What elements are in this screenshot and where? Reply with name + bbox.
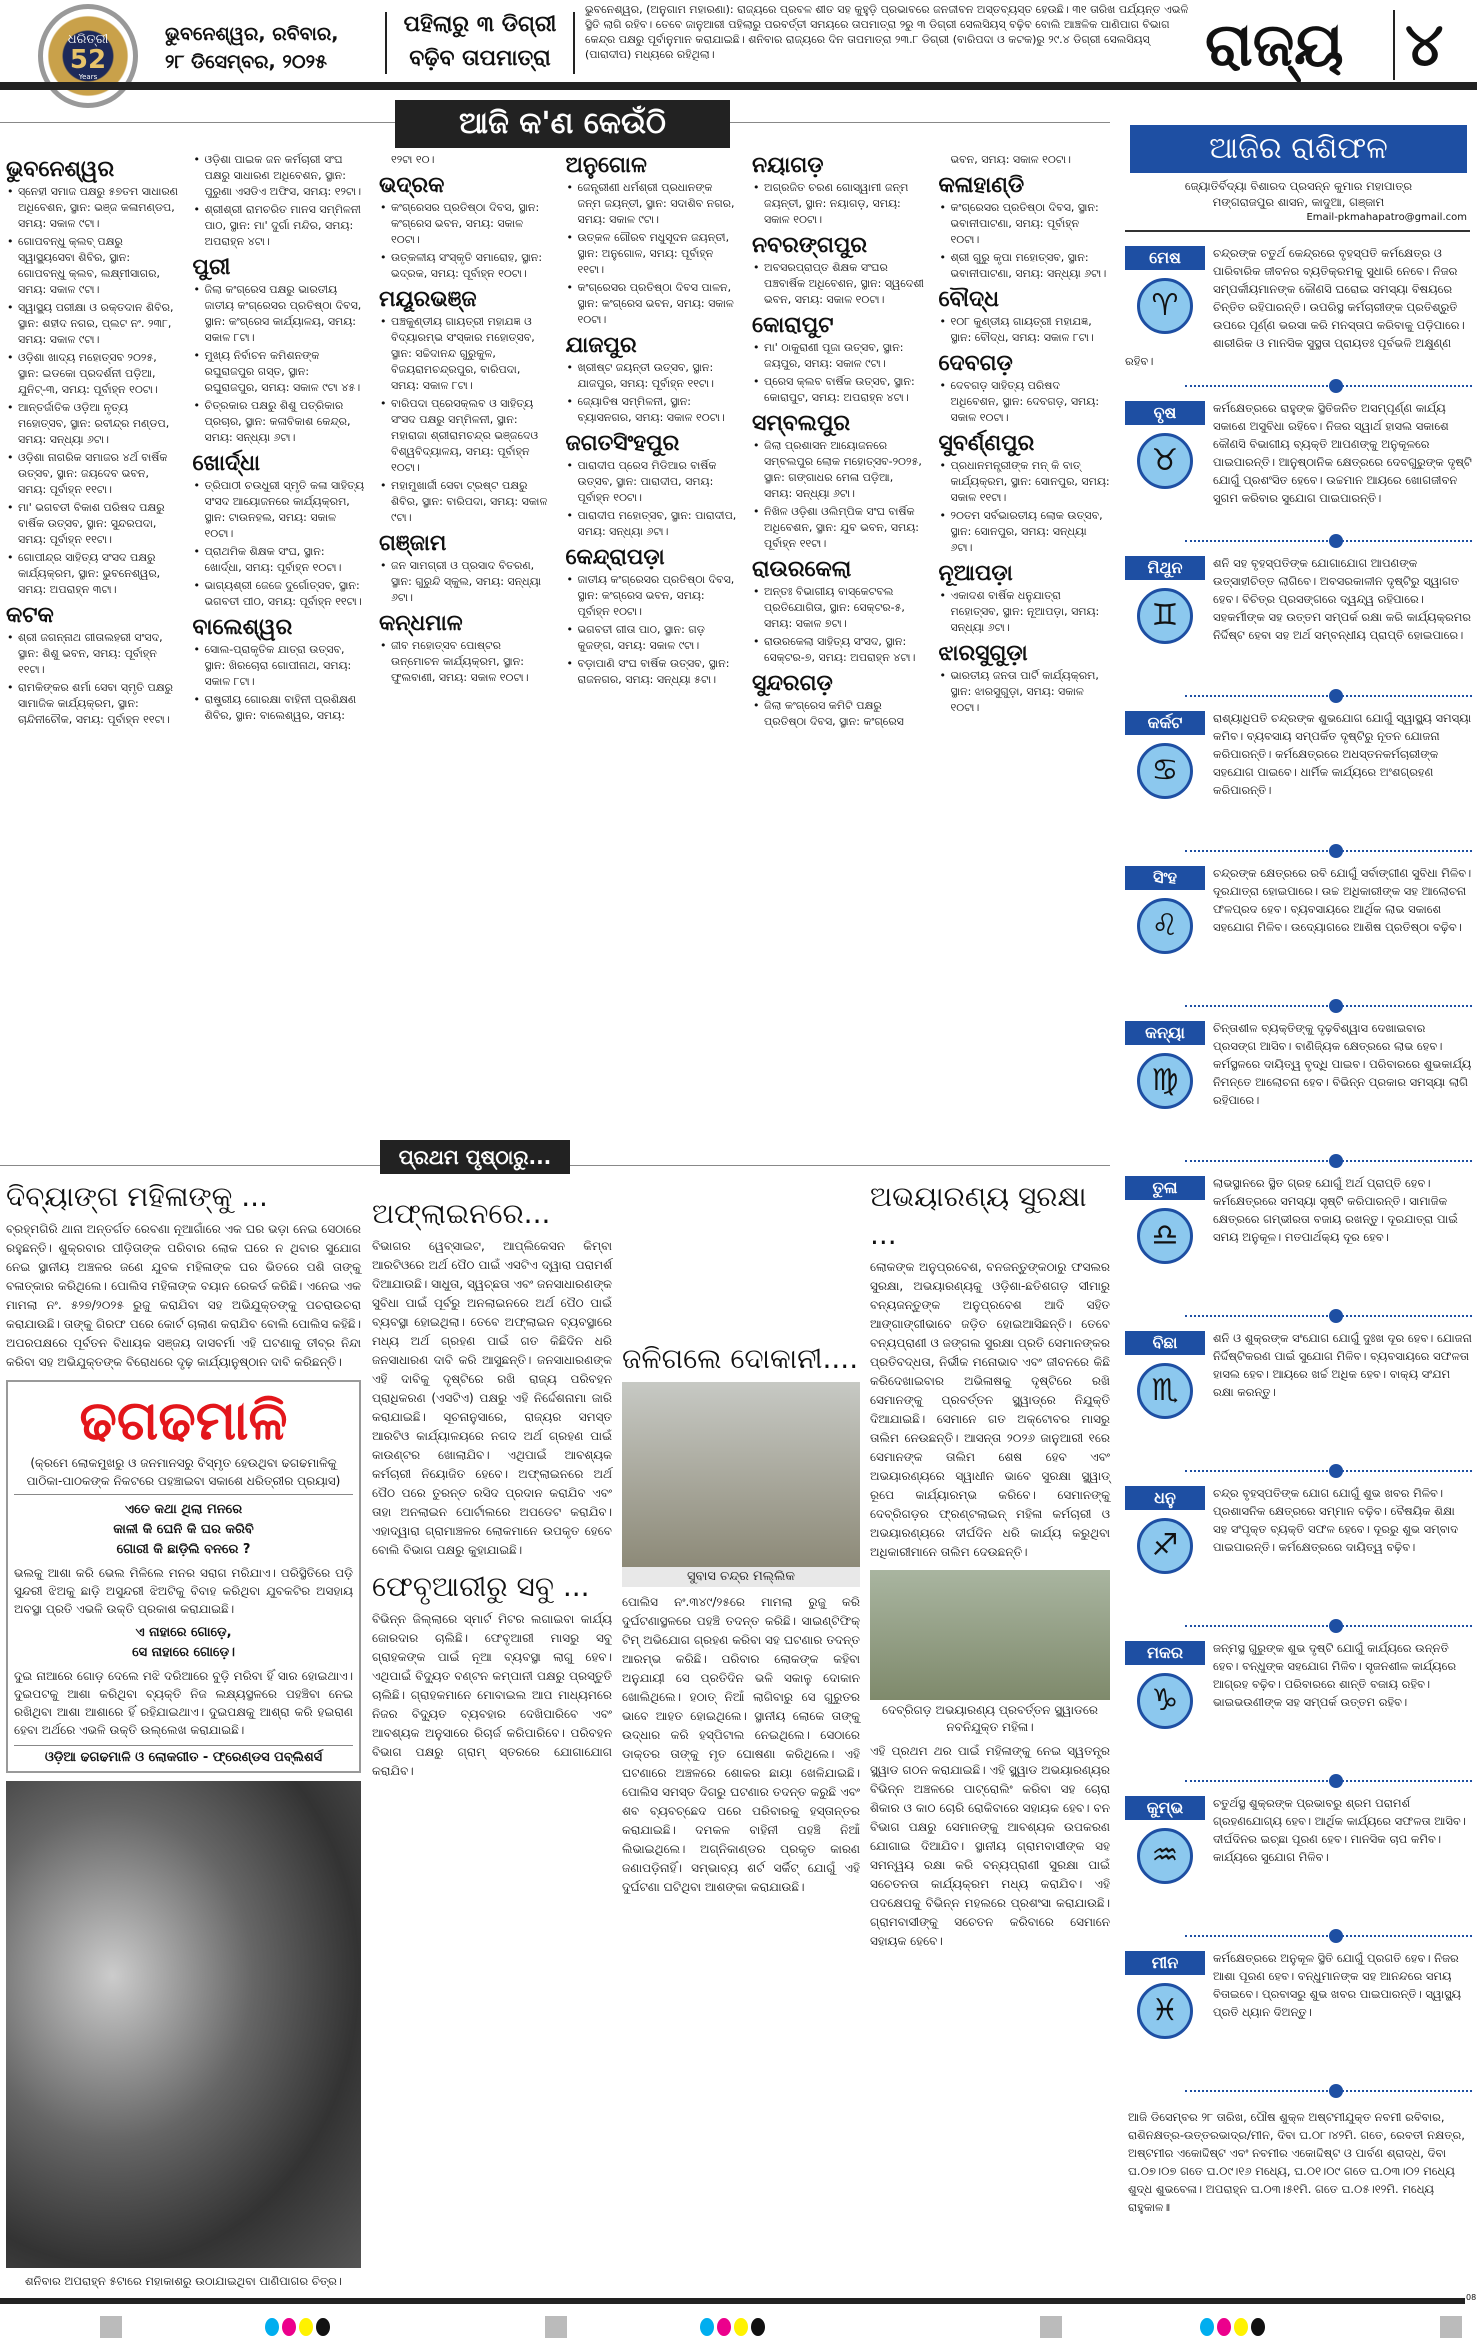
event-item: • ଓଡ଼ିଶା ପାଇକ ଜନ କର୍ମଚାରୀ ସଂଘ ପକ୍ଷରୁ ସାଧାରଣ ଅଧିବେଶନ, ସ୍ଥାନ: ପୁରୁଣା ଏସଡିଏ ଅଫିସ, ସମୟ: ୧୨ଟା। — [193, 152, 366, 200]
ink-dot — [1200, 2318, 1214, 2336]
event-list — [193, 282, 366, 446]
event-item: • ଅବସରପ୍ରାପ୍ତ ଶିକ୍ଷକ ସଂଘର ପଞ୍ଚବାର୍ଷିକ ଅଧିବେଶନ, ସ୍ଥାନ: ସ୍ୱଦେଶୀ ଭବନ, ସମୟ: ସକାଳ ୧୦ଟା। — [752, 260, 925, 308]
event-list — [939, 378, 1112, 426]
ink-dot — [265, 2318, 279, 2336]
event-item: • ଉତ୍କଳ ଗୌରବ ମଧୁସୂଦନ ଜୟନ୍ତୀ, ସ୍ଥାନ: ଅନୁଗୋଳ, ସମୟ: ପୂର୍ବାହ୍ନ ୧୧ଟା। — [566, 230, 739, 278]
divider — [1185, 695, 1472, 697]
district-heading: ରାଉରକେଲା — [752, 557, 852, 582]
zodiac-icon: ♊ — [1137, 588, 1193, 644]
event-item: • ସ୍ନେହୀ ସମାଜ ପକ୍ଷରୁ ୫୭ତମ ସାଧାରଣ ଅଧିବେଶନ, ସ୍ଥାନ: ଭଞ୍ଜ କଳାମଣ୍ଡପ, ସମୟ: ସକାଳ ୯ଟା। — [6, 184, 179, 232]
district-heading: ଝାରସୁଗୁଡ଼ା — [938, 641, 1028, 666]
event-list — [752, 180, 925, 228]
event-item: • ବଡ଼ାପାଣି ସଂଘ ବାର୍ଷିକ ଉତ୍ସବ, ସ୍ଥାନ: ରାଜନଗର, ସମୟ: ସନ୍ଧ୍ୟା ୫ଟା। — [566, 656, 739, 688]
divider — [1185, 540, 1472, 542]
horoscope-sign — [1125, 550, 1472, 705]
horoscope-sign — [1125, 1480, 1472, 1635]
divider — [1393, 10, 1395, 80]
district-heading: ମୟୂରଭଞ୍ଜ — [379, 287, 477, 312]
proverb-verse: ଏ ନାହାରେ ଗୋଡ଼େ, ସେ ନାହାରେ ଗୋଡ଼େ। — [132, 1625, 235, 1660]
event-item: • ଓଡ଼ିଶା ନାଗରିକ ସମାଜର ୪ର୍ଥ ବାର୍ଷିକ ଉତ୍ସବ, ସ୍ଥାନ: ଜୟଦେବ ଭବନ, ସମୟ: ପୂର୍ବାହ୍ନ ୧୧ଟା। — [6, 450, 179, 498]
horoscope-sign — [1125, 395, 1472, 550]
event-item: • ରାଉରକେଲା ସାହିତ୍ୟ ସଂସଦ, ସ୍ଥାନ: ସେକ୍ଟର-୭, ସମୟ: ଅପରାହ୍ନ ୪ଟା। — [752, 634, 925, 666]
gray-patch — [1440, 2316, 1462, 2338]
event-list — [939, 458, 1112, 556]
photo-caption: ଦେବ୍ରିଗଡ଼ ଅଭୟାରଣ୍ୟ ପ୍ରବର୍ତ୍ତନ ସ୍କ୍ୱାଡରେ ନବନିଯୁକ୍ତ ମହିଳା। — [882, 1703, 1098, 1734]
district-heading: ସୁନ୍ଦରଗଡ଼ — [752, 671, 833, 696]
horoscope-sign — [1125, 1790, 1472, 1945]
event-item: • ଭଗବତୀ ଗୀତା ପାଠ, ସ୍ଥାନ: ଗଡ଼ କୁଜଙ୍ଗ, ସମୟ: ସକାଳ ୯ଟା। — [566, 622, 739, 654]
left-column — [6, 1178, 361, 2290]
ink-dot — [1234, 2318, 1248, 2336]
ink-dot — [751, 2318, 765, 2336]
sign-text: ଜନ୍ମସ୍ଥ ଗୁରୁଙ୍କ ଶୁଭ ଦୃଷ୍ଟି ଯୋଗୁଁ କାର୍ଯ୍ୟରେ ଉନ୍ନତି ହେବ। ବନ୍ଧୁଙ୍କ ସହଯୋଗ ମିଳିବ। ସୃଜନଶୀଳ କାର୍ଯ୍ୟରେ ଆଗ୍ରହ ବଢ଼ିବ। ପରିବାରରେ ଶାନ୍ତି ବଜାୟ ରହିବ। ଭାଇଭଉଣୀଙ୍କ ସହ ସମ୍ପର୍କ ଉତ୍ତମ ରହିବ। — [1213, 1641, 1457, 1709]
event-item: • ପ୍ରଧାନମନ୍ତ୍ରୀଙ୍କ ମନ୍ କି ବାତ୍ କାର୍ଯ୍ୟକ୍ରମ, ସ୍ଥାନ: ସୋନପୁର, ସମୟ: ସକାଳ ୧୧ଟା। — [939, 458, 1112, 506]
event-item: • ରାମକିଙ୍କର ଶର୍ମା ସେବା ସ୍ମୃତି ପକ୍ଷରୁ ସାମାଜିକ କାର୍ଯ୍ୟକ୍ରମ, ସ୍ଥାନ: ଚାନ୍ଦିନୀଚୌକ, ସମୟ: ପୂର୍ବାହ୍ନ ୧୧ଟା। — [6, 680, 179, 728]
zodiac-icon: ♌ — [1137, 898, 1193, 954]
district-heading: ଗଞ୍ଜାମ — [379, 531, 447, 556]
dhagadhamali-box: ଢଗଢମାଳି (କ୍ରମେ ଲୋକମୁଖରୁ ଓ ଜନମାନସରୁ ବିସ୍ମୃତ ହେଉଥିବା ଢଗଢମାଳିକୁ ପାଠିକା-ପାଠକଙ୍କ ନିକଟରେ ପହଞ୍ଚାଇବା ସକାଶେ ଧରିତ୍ରୀର ପ୍ରୟାସ) ଏତେ କଥା ଥିଲା ମନରେ କାଳୀ କି ଘେନି କି ଘର କରିବି ଗୋରୀ କି ଛାଡ଼ିଲି ବନରେ ? ଭଲକୁ ଆଶା କରି ଭେଲ ମିଳିଲେ ମନର ସରାଗ ମରିଯାଏ। ପରିସ୍ଥିତିରେ ପଡ଼ି ସୁନ୍ଦରୀ ଝିଅକୁ ଛାଡ଼ି ଅସୁନ୍ଦରୀ ଝିଅଟିକୁ ବିବାହ କରିଥିବା ଯୁବକଟିର ଅସହାୟ ଅବସ୍ଥା ପ୍ରତି ଏଭଳି ଉକ୍ତି ପ୍ରକାଶ କରାଯାଇଛି। ଏ ନାହାରେ ଗୋଡ଼େ, ସେ ନାହାରେ ଗୋଡ଼େ। ଦୁଇ ନାଆରେ ଗୋଡ଼ ଦେଲେ ମଝି ଦରିଆରେ ବୁଡ଼ି ମରିବା ହିଁ ସାର ହୋଇଥାଏ। ଦୁଇପଟକୁ ଆଶା କରିଥିବା ବ୍ୟକ୍ତି ନିଜ ଲକ୍ଷ୍ୟସ୍ଥଳରେ ପହଞ୍ଚିବା ନେଇ ରଖିଥିବା ଆଶା ଆଶାରେ ହିଁ ରହିଯାଇଥାଏ। ଦୁଇପକ୍ଷକୁ ଆଶ୍ରା କରି ହଇରାଣ ହେବା ଅର୍ଥରେ ଏଭଳି ଉକ୍ତି ଉଲ୍ଲେଖ କରାଯାଇଛି। ଓଡ଼ିଆ ଢଗଢମାଳି ଓ ଲୋକଗୀତ - ଫ୍ରେଣ୍ଡସ ପବ୍ଲିଶର୍ସ — [6, 1380, 361, 1773]
event-item: • ଶ୍ରୀ ଜଗନ୍ନାଥ ଗୀତାଲହରୀ ସଂସଦ, ସ୍ଥାନ: ଶିଶୁ ଭବନ, ସମୟ: ପୂର୍ବାହ୍ନ ୧୧ଟା। — [6, 630, 179, 678]
article-body: ବିଭିନ୍ନ ଜିଲ୍ଲାରେ ସ୍ମାର୍ଟ ମିଟର ଲଗାଇବା କାର୍ଯ୍ୟ ଜୋରଦାର ଚାଲିଛି। ଫେବୃଆରୀ ମାସରୁ ସବୁ ଗ୍ରାହକଙ୍କ ପାଇଁ ନୂଆ ବ୍ୟବସ୍ଥା ଲାଗୁ ହେବ। ଏଥିପାଇଁ ବିଦ୍ୟୁତ ବଣ୍ଟନ କମ୍ପାନୀ ପକ୍ଷରୁ ପ୍ରସ୍ତୁତି ଚାଲିଛି। ଗ୍ରାହକମାନେ ମୋବାଇଲ ଆପ ମାଧ୍ୟମରେ ନିଜର ବିଦ୍ୟୁତ ବ୍ୟବହାର ଦେଖିପାରିବେ ଏବଂ ଆବଶ୍ୟକ ଅନୁସାରେ ରିଚାର୍ଜ କରିପାରିବେ। ପରିବହନ ବିଭାଗ ପକ୍ଷରୁ ଗ୍ରାମ୍ ସ୍ତରରେ ଯୋଗାଯୋଗ କରାଯିବ। — [372, 1612, 612, 1778]
event-list — [379, 638, 552, 686]
event-item: • କଂଗ୍ରେସର ପ୍ରତିଷ୍ଠା ଦିବସ, ସ୍ଥାନ: ଭବାନୀପାଟଣା, ସମୟ: ପୂର୍ବାହ୍ନ ୧୦ଟା। — [939, 200, 1112, 248]
horoscope-sign — [1125, 860, 1472, 1015]
horoscope-sign — [1125, 1170, 1472, 1325]
sign-text: କର୍ମକ୍ଷେତ୍ରରେ ଅନୁକୂଳ ସ୍ଥିତି ଯୋଗୁଁ ପ୍ରଗତି ହେବ। ନିଜର ଆଶା ପୂରଣ ହେବ। ବନ୍ଧୁମାନଙ୍କ ସହ ଆନନ୍ଦରେ ସମୟ ବିତାଇବେ। ପ୍ରବାସରୁ ଶୁଭ ଖବର ପାଇପାରନ୍ତି। ସ୍ୱାସ୍ଥ୍ୟ ପ୍ରତି ଧ୍ୟାନ ଦିଅନ୍ତୁ। — [1213, 1951, 1462, 2019]
zodiac-icon: ♎ — [1137, 1208, 1193, 1264]
sign-text: ଚତୁର୍ଥସ୍ଥ ଶୁକ୍ରଙ୍କ ପ୍ରଭାବରୁ ଶ୍ରମ ପରାମର୍ଶ ଗ୍ରହଣଯୋଗ୍ୟ ହେବ। ଆର୍ଥିକ କାର୍ଯ୍ୟରେ ସଫଳତା ଆସିବ। ଦୀର୍ଘଦିନର ଇଚ୍ଛା ପୂରଣ ହେବ। ମାନସିକ ଚାପ କମିବ। କାର୍ଯ୍ୟରେ ସୁଯୋଗ ମିଳିବ। — [1213, 1796, 1466, 1864]
divider — [573, 12, 575, 74]
event-item: • ଦେବଗଡ଼ ସାହିତ୍ୟ ପରିଷଦ ଅଧିବେଶନ, ସ୍ଥାନ: ଦେବଗଡ଼, ସମୟ: ସକାଳ ୧୦ଟା। — [939, 378, 1112, 426]
zodiac-icon: ♈ — [1137, 278, 1193, 334]
horoscope-sign — [1125, 1015, 1472, 1170]
event-item: • ଚିତ୍ରକାର ପକ୍ଷରୁ ଶିଶୁ ପତ୍ରିକାର ପ୍ରଚାର, ସ୍ଥାନ: କଳାବିକାଶ କେନ୍ଦ୍ର, ସମୟ: ସନ୍ଧ୍ୟା ୬ଟା। — [193, 398, 366, 446]
cmyk-mark — [700, 2318, 765, 2336]
district-heading: ବୌଦ୍ଧ — [938, 287, 999, 312]
event-item: • ମୁଖ୍ୟ ନିର୍ବାଚନ କମିଶନଙ୍କ ରଘୁରାଜପୁର ଗସ୍ତ, ସ୍ଥାନ: ରଘୁରାଜପୁର, ସମୟ: ସକାଳ ୯ଟା ୪୫। — [193, 348, 366, 396]
article-headline: ଅଫ୍‌ଲାଇନରେ... — [372, 1197, 551, 1230]
event-item: • ପ୍ରାଥମିକ ଶିକ୍ଷକ ସଂଘ, ସ୍ଥାନ: ଖୋର୍ଦ୍ଧା, ସମୟ: ପୂର୍ବାହ୍ନ ୧୦ଟା। — [193, 544, 366, 576]
event-item: • ଶ୍ରୀଶ୍ରୀ ରାମଚରିତ ମାନସ ସମ୍ମିଳନୀ ପାଠ, ସ୍ଥାନ: ମା' ଦୁର୍ଗା ମନ୍ଦିର, ସମୟ: ଅପରାହ୍ନ ୪ଟା। — [193, 202, 366, 250]
event-item: • ପାରାଦୀପ ମହୋତ୍ସବ, ସ୍ଥାନ: ପାରାଦୀପ, ସମୟ: ସନ୍ଧ୍ୟା ୬ଟା। — [566, 508, 739, 540]
ink-dot — [316, 2318, 330, 2336]
event-list — [939, 200, 1112, 282]
event-list — [752, 584, 925, 666]
sign-label: ବିଛା — [1125, 1331, 1205, 1355]
page-number: ୪ — [1405, 10, 1444, 80]
horoscope-sign — [1125, 705, 1472, 860]
sign-text: ଶନି ଓ ଶୁକ୍ରଙ୍କ ସଂଯୋଗ ଯୋଗୁଁ ଦୁଃଖ ଦୂର ହେବ। ଯୋଜନା ନିର୍ଦ୍ଦିଷ୍ଟିକରଣ ପାଇଁ ସୁଯୋଗ ମିଳିବ। ବ୍ୟବସାୟରେ ସଫଳତା ହାସଲ ହେବ। ଆୟରେ ଖର୍ଚ୍ଚ ଅଧିକ ହେବ। ବାକ୍ୟ ସଂଯମ ରକ୍ଷା କରନ୍ତୁ। — [1213, 1331, 1472, 1399]
divider — [1185, 2090, 1472, 2092]
ink-dot — [717, 2318, 731, 2336]
district-heading: କନ୍ଧମାଳ — [379, 611, 463, 636]
gray-patch — [100, 2316, 122, 2338]
sign-text: ରାଶ୍ୟାଧିପତି ଚନ୍ଦ୍ରଙ୍କ ଶୁଭଯୋଗ ଯୋଗୁଁ ସ୍ୱାସ୍ଥ୍ୟ ସମସ୍ୟା କମିବ। ବ୍ୟବସାୟ ସମ୍ପର୍କିତ ଦୃଷ୍ଟିରୁ ନୂତନ ଯୋଜନା କରିପାରନ୍ତି। କର୍ମକ୍ଷେତ୍ରରେ ଅଧସ୍ତନକର୍ମଚାରୀଙ୍କ ସହଯୋଗ ପାଇବେ। ଧାର୍ମିକ କାର୍ଯ୍ୟରେ ଅଂଶଗ୍ରହଣ କରିପାରନ୍ତି। — [1213, 711, 1472, 797]
divider — [1185, 1160, 1472, 1162]
sign-label: କନ୍ୟା — [1125, 1021, 1205, 1045]
event-item: • ମା' ଠାକୁରାଣୀ ପୂଜା ଉତ୍ସବ, ସ୍ଥାନ: ଜୟପୁର, ସମୟ: ସକାଳ ୯ଟା। — [752, 340, 925, 372]
proverb-verse: ଏତେ କଥା ଥିଲା ମନରେ କାଳୀ କି ଘେନି କି ଘର କରିବି ଗୋରୀ କି ଛାଡ଼ିଲି ବନରେ ? — [113, 1502, 254, 1557]
article-body: ବ୍ରହ୍ମଗିରି ଥାନା ଅନ୍ତର୍ଗତ ରେବଣା ନୂଆଗାଁରେ ଏକ ଘର ଭଡ଼ା ନେଇ ସେଠାରେ ରହୁଛନ୍ତି। ଶୁକ୍ରବାର ପୀଡ଼ିତାଙ୍କ ପରିବାର ଲୋକ ଘରେ ନ ଥିବାର ସୁଯୋଗ ନେଇ ସ୍ଥାନୀୟ ଅଞ୍ଚଳର ଜଣେ ଯୁବକ ମହିଳାଙ୍କ ଘର ଭିତରେ ପଶି ତାଙ୍କୁ ବଳାତ୍କାର କରିଥିଲେ। ପୋଲିସ ମହିଳାଙ୍କ ବୟାନ ରେକର୍ଡ କରିଛି। ଏନେଇ ଏକ ମାମଲା ନଂ. ୫୨୭/୨୦୨୫ ରୁଜୁ କରାଯିବା ସହ ଅଭିଯୁକ୍ତଙ୍କୁ ପଚରାଉଚରା କରାଯାଉଛି। ତାଙ୍କୁ ଗିରଫ ପରେ କୋର୍ଟ ଚାଲାଣ କରାଯିବ ବୋଲି ପୋଲିସ କହିଛି। ଅପରପକ୍ଷରେ ପୂର୍ବତନ ବିଧାୟକ ସଞ୍ଜୟ ଦାସବର୍ମା ଏହି ଘଟଣାକୁ ତୀବ୍ର ନିନ୍ଦା କରିବା ସହ ଅଭିଯୁକ୍ତଙ୍କ ବିରୋଧରେ ଦୃଢ଼ କାର୍ଯ୍ୟାନୁଷ୍ଠାନ ଦାବି କରିଛନ୍ତି। — [6, 1222, 361, 1369]
horoscope-heading: ଆଜିର ରାଶିଫଳ — [1130, 125, 1467, 173]
zodiac-icon: ♐ — [1137, 1518, 1193, 1574]
district-heading: କେନ୍ଦ୍ରାପଡ଼ା — [565, 545, 665, 570]
event-item: • ମା' ଭଗବତୀ ବିକାଶ ପରିଷଦ ପକ୍ଷରୁ ବାର୍ଷିକ ଉତ୍ସବ, ସ୍ଥାନ: ସୁନ୍ଦରପଦା, ସମୟ: ପୂର୍ବାହ୍ନ ୧୧ଟା। — [6, 500, 179, 548]
masthead-logo: ଧରିତ୍ରୀ 52 Years — [38, 4, 138, 108]
event-list — [752, 260, 925, 308]
event-item: • ପ୍ରେସ କ୍ଲବ ବାର୍ଷିକ ଉତ୍ସବ, ସ୍ଥାନ: କୋରାପୁଟ, ସମୟ: ଅପରାହ୍ନ ୪ଟା। — [752, 374, 925, 406]
sign-label: ମୀନ — [1125, 1951, 1205, 1975]
zodiac-icon: ♋ — [1137, 743, 1193, 799]
event-list — [939, 668, 1112, 716]
article-dokani — [622, 1340, 860, 1897]
event-item: • ଅନ୍ତଃ ବିଭାଗୀୟ ବାସ୍କେଟବଲ ପ୍ରତିଯୋଗିତା, ସ୍ଥାନ: ସେକ୍ଟର-୫, ସମୟ: ସକାଳ ୭ଟା। — [752, 584, 925, 632]
district-heading: ବାଲେଶ୍ୱର — [192, 615, 293, 640]
satellite-weather-image — [6, 1781, 361, 2268]
event-item: • ଜୀବ ମହୋତ୍ସବ ପୋଷ୍ଟର ଉନ୍ମୋଚନ କାର୍ଯ୍ୟକ୍ରମ, ସ୍ଥାନ: ଫୁଲବାଣୀ, ସମୟ: ସକାଳ ୧୦ଟା। — [379, 638, 552, 686]
ink-dot — [1251, 2318, 1265, 2336]
zodiac-icon: ♉ — [1137, 433, 1193, 489]
event-item: • ଖ୍ରୀଷ୍ଟ ଜୟନ୍ତୀ ଉତ୍ସବ, ସ୍ଥାନ: ଯାଜପୁର, ସମୟ: ପୂର୍ବାହ୍ନ ୧୧ଟା। — [566, 360, 739, 392]
sign-text: କର୍ମକ୍ଷେତ୍ରରେ ରାହୁଙ୍କ ସ୍ଥିତିଜନିତ ଅସମ୍ପୂର୍ଣ୍ଣ କାର୍ଯ୍ୟ ସକାଶେ ଅସୁବିଧା ରହିବେ। ନିଜର ସ୍ୱାର୍ଥ ହାସଲ ସକାଶେ କୌଣସି ବିଭାଗୀୟ ବ୍ୟକ୍ତି ଆପଣଙ୍କୁ ଅନୁକୂଳରେ ପାଇପାରନ୍ତି। ଆନୁଷ୍ଠାନିକ କ୍ଷେତ୍ରରେ ଦେବଗୁରୁଙ୍କ ଦୃଷ୍ଟି ଯୋଗୁଁ ପ୍ରଶଂସିତ ହେବେ। ଉଚ୍ଚମାନ ଆୟରେ ଖୋଗଜୀବନ ସୁଗମ କରିବାର ସୁଯୋଗ ପାଇପାରନ୍ତି। — [1213, 401, 1472, 505]
article-headline: ଦିବ୍ୟାଙ୍ଗ ମହିଳାଙ୍କୁ ... — [6, 1180, 268, 1213]
event-item: • ଭାରତୀୟ ଜନତା ପାର୍ଟି କାର୍ଯ୍ୟକ୍ରମ, ସ୍ଥାନ: ଝାରସୁଗୁଡ଼ା, ସମୟ: ସକାଳ ୧୦ଟା। — [939, 668, 1112, 716]
sign-text: ଲାଭସ୍ଥାନରେ ସ୍ଥିତ ଗ୍ରହ ଯୋଗୁଁ ଅର୍ଥ ପ୍ରାପ୍ତି ହେବ। କର୍ମକ୍ଷେତ୍ରରେ ସମସ୍ୟା ସୃଷ୍ଟି କରିପାରନ୍ତି। ସାମାଜିକ କ୍ଷେତ୍ରରେ ଗମ୍ଭୀରତା ବଜାୟ ରଖନ୍ତୁ। ଦୂରଯାତ୍ରା ପାଇଁ ସମୟ ଅନୁକୂଳ। ମତପାର୍ଥକ୍ୟ ଦୂର ହେବ। — [1213, 1176, 1458, 1244]
event-list — [566, 360, 739, 426]
district-heading: ସୁବର୍ଣ୍ଣପୁର — [938, 431, 1035, 456]
bottom-rule — [0, 2298, 1465, 2304]
event-item: • କଂଗ୍ରେସର ପ୍ରତିଷ୍ଠା ଦିବସ, ସ୍ଥାନ: କଂଗ୍ରେସ ଭବନ, ସମୟ: ସକାଳ ୧୦ଟା। — [379, 200, 552, 248]
article-body: ଏହି ପ୍ରଥମ ଥର ପାଇଁ ମହିଳାଙ୍କୁ ନେଇ ସ୍ୱତନ୍ତ୍ର ସ୍କ୍ୱାଡ ଗଠନ କରାଯାଇଛି। ଏହି ସ୍କ୍ୱାଡ ଅଭୟାରଣ୍ୟର ବିଭିନ୍ନ ଅଞ୍ଚଳରେ ପାଟ୍ରୋଲିଂ କରିବା ସହ ଚୋରା ଶିକାର ଓ କାଠ ଚୋରି ରୋକିବାରେ ସହାୟକ ହେବ। ବନ ବିଭାଗ ପକ୍ଷରୁ ସେମାନଙ୍କୁ ଆବଶ୍ୟକ ଉପକରଣ ଯୋଗାଇ ଦିଆଯିବ। ସ୍ଥାନୀୟ ଗ୍ରାମବାସୀଙ୍କ ସହ ସମନ୍ୱୟ ରକ୍ଷା କରି ବନ୍ୟପ୍ରାଣୀ ସୁରକ୍ଷା ପାଇଁ ସଚେତନତା କାର୍ଯ୍ୟକ୍ରମ ମଧ୍ୟ କରାଯିବ। ଏହି ପଦକ୍ଷେପକୁ ବିଭିନ୍ନ ମହଲରେ ପ୍ରଶଂସା କରାଯାଉଛି। ଗ୍ରାମବାସୀଙ୍କୁ ସଚେତନ କରିବାରେ ସେମାନେ ସହାୟକ ହେବେ। — [870, 1744, 1110, 1948]
event-list — [566, 458, 739, 540]
event-list — [566, 180, 739, 328]
lead-headline: ପହିଲାରୁ ୩ ଡିଗ୍ରୀ ବଢ଼ିବ ତାପମାତ୍ରା — [403, 12, 557, 71]
article-headline: ଫେବୃଆରୀରୁ ସବୁ ... — [372, 1570, 590, 1603]
event-list — [752, 438, 925, 552]
cmyk-mark — [1200, 2318, 1265, 2336]
district-heading: ଯାଜପୁର — [565, 333, 637, 358]
article-body: ବିଭାଗର ୱେବ୍‌ସାଇଟ, ଆପ୍ଲିକେସନ କିମ୍ବା ଆରଟିଓରେ ଅର୍ଥ ପୈଠ ପାଇଁ ଏସଟିଏ ଦ୍ୱାରା ପରାମର୍ଶ ଦିଆଯାଉଛି। ସାଧୁତା, ସ୍ୱଚ୍ଛତା ଏବଂ ଜନସାଧାରଣଙ୍କ ସୁବିଧା ପାଇଁ ପୂର୍ବରୁ ଅନଲାଇନରେ ଅର୍ଥ ପୈଠ ପାଇଁ ବ୍ୟବସ୍ଥା ହୋଇଥିଲା। ତେବେ ଅଫ୍‌ଲାଇନ ବ୍ୟବସ୍ଥାରେ ମଧ୍ୟ ଅର୍ଥ ଗ୍ରହଣ ପାଇଁ ଗତ କିଛିଦିନ ଧରି ଜନସାଧାରଣ ଦାବି କରି ଆସୁଛନ୍ତି। ଜନସାଧାରଣଙ୍କ ଏହି ଦାବିକୁ ଦୃଷ୍ଟିରେ ରଖି ରାଜ୍ୟ ପରିବହନ ପ୍ରାଧିକରଣ (ଏସଟିଏ) ପକ୍ଷରୁ ଏହି ନିର୍ଦ୍ଦେଶନାମା ଜାରି କରାଯାଇଛି। ସୂଚନାନୁସାରେ, ରାଜ୍ୟର ସମସ୍ତ ଆରଟିଓ କାର୍ଯ୍ୟାଳୟରେ ନଗଦ ଅର୍ଥ ଗ୍ରହଣ ପାଇଁ କାଉଣ୍ଟର ଖୋଲାଯିବ। ଏଥିପାଇଁ ଆବଶ୍ୟକ କର୍ମଚାରୀ ନିୟୋଜିତ ହେବେ। ଅଫ୍‌ଲାଇନରେ ଅର୍ଥ ପୈଠ ପରେ ତୁରନ୍ତ ରସିଦ ପ୍ରଦାନ କରାଯିବ ଏବଂ ତାହା ଅନଲାଇନ ପୋର୍ଟାଲରେ ଅପଡେଟ କରାଯିବ। ଏହାଦ୍ୱାରା ଗ୍ରାମାଞ୍ଚଳର ଲୋକମାନେ ଉପକୃତ ହେବେ ବୋଲି ବିଭାଗ ପକ୍ଷରୁ କୁହାଯାଇଛି। — [372, 1239, 612, 1557]
district-heading: ଜଗତସିଂହପୁର — [565, 431, 680, 456]
event-item: • ଜ୍ୟୋତିଷ ସମ୍ମିଳନୀ, ସ୍ଥାନ: ବ୍ୟାସନଗର, ସମୟ: ସକାଳ ୧୦ଟା। — [566, 394, 739, 426]
event-item: • ଜାତୀୟ କଂଗ୍ରେସର ପ୍ରତିଷ୍ଠା ଦିବସ, ସ୍ଥାନ: କଂଗ୍ରେସ ଭବନ, ସମୟ: ପୂର୍ବାହ୍ନ ୧୦ଟା। — [566, 572, 739, 620]
sign-label: ଧନୁ — [1125, 1486, 1205, 1510]
divider — [1125, 230, 1470, 232]
district-heading: ଅନୁଗୋଳ — [565, 153, 647, 178]
sign-label: ସିଂହ — [1125, 866, 1205, 890]
zodiac-icon: ♓ — [1137, 1983, 1193, 2039]
district-heading: ନବରଙ୍ଗପୁର — [752, 233, 868, 258]
ink-dot — [299, 2318, 313, 2336]
event-item: • ନିଖିଳ ଓଡ଼ିଶା ଓଲିମ୍ପିକ ସଂଘ ବାର୍ଷିକ ଅଧିବେଶନ, ସ୍ଥାନ: ଯୁବ ଭବନ, ସମୟ: ପୂର୍ବାହ୍ନ ୧୧ଟା। — [752, 504, 925, 552]
event-item: • ଓଡ଼ିଶା ଖାଦ୍ୟ ମହୋତ୍ସବ ୨୦୨୫, ସ୍ଥାନ: ଇଡକୋ ପ୍ରଦର୍ଶନୀ ପଡ଼ିଆ, ଯୁନିଟ୍-୩, ସମୟ: ପୂର୍ବାହ୍ନ ୧୦ଟା। — [6, 350, 179, 398]
divider — [1185, 1315, 1472, 1317]
district-heading: ନୟାଗଡ଼ — [752, 153, 824, 178]
panjika-text: ଆଜି ଡିସେମ୍ବର ୨୮ ତାରିଖ, ପୌଷ ଶୁକ୍ଳ ଅଷ୍ଟମୀଯୁକ୍ତ ନବମୀ ରବିବାର, ରାଶିନକ୍ଷତ୍ର-ଉତ୍ତରଭାଦ୍ର/ମୀନ, ଦିବା ଘ.୦୮।୪୨ମି. ଗତେ, ରେବତୀ ନକ୍ଷତ୍ର, ଅଷ୍ଟମୀର ଏକୋଦ୍ଦିଷ୍ଟ ଏବଂ ନବମୀର ଏକୋଦ୍ଦିଷ୍ଟ ଓ ପାର୍ବଣ ଶ୍ରାଦ୍ଧ, ଦିବା ଘ.୦୭।୦୭ ଗତେ ଘ.୦୯।୧୬ ମଧ୍ୟେ, ଘ.୦୧।୦୯ ଗତେ ଘ.୦୩।୦୨ ମଧ୍ୟେ ଶୁଦ୍ଧ ଶୁଭବେଳା। ଅପରାହ୍ନ ଘ.୦୩।୫୧ମି. ଗତେ ଘ.୦୫।୧୨ମି. ମଧ୍ୟେ ରାହୁକାଳ॥ — [1128, 2110, 1465, 2214]
event-item: • ମହାମୁଖାର୍ଜୀ ସେବା ଟ୍ରଷ୍ଟ ପକ୍ଷରୁ ଶିବିର, ସ୍ଥାନ: ବାରିପଦା, ସମୟ: ସକାଳ ୯ଟା। — [379, 478, 552, 526]
event-item: • ସୋଲ-ପ୍ରାକୃତିକ ଯାତ୍ରା ଉତ୍ସବ, ସ୍ଥାନ: ଖିରଚୋରା ଗୋପୀନାଥ, ସମୟ: ସକାଳ ୮ଟା। — [193, 642, 366, 690]
event-list — [379, 314, 552, 526]
event-list — [939, 588, 1112, 636]
sign-text: ଚନ୍ଦ୍ରଙ୍କ ଚତୁର୍ଥ କେନ୍ଦ୍ରରେ ବୃହସ୍ପତି କର୍ମକ୍ଷେତ୍ର ଓ ପାରିବାରିକ ଜୀବନର ବ୍ୟତିକ୍ରମକୁ ସୁଧାରି ନେବେ। ନିଜର ସମ୍ପର୍କୀୟମାନଙ୍କ କୌଣସି ଘରୋଇ ସମସ୍ୟା ବିଷୟରେ ଚିନ୍ତିତ ରହିପାରନ୍ତି। ଉପରିସ୍ଥ କର୍ମଚାରୀଙ୍କ ପ୍ରତିଶ୍ରୁତି ଉପରେ ପୂର୍ଣ୍ଣ ଭରସା କରି ମନସ୍ତାପ କରିବାକୁ ପଡ଼ିପାରେ। ଶାରୀରିକ ଓ ମାନସିକ ସୁସ୍ଥତା ପ୍ରାୟତଃ ପୂର୍ବଭଳି ଅକ୍ଷୁଣ୍ଣ ରହିବ। — [1125, 246, 1465, 368]
event-item: • ଏକାଦଶ ବାର୍ଷିକ ଧନୁଯାତ୍ରା ମହୋତ୍ସବ, ସ୍ଥାନ: ନୂଆପଡ଼ା, ସମୟ: ସନ୍ଧ୍ୟା ୬ଟା। — [939, 588, 1112, 636]
district-heading: ପୁରୀ — [192, 255, 231, 280]
event-list — [193, 478, 366, 610]
ink-dot — [734, 2318, 748, 2336]
divider — [1185, 1005, 1472, 1007]
cmyk-mark — [265, 2318, 330, 2336]
divider — [1185, 385, 1472, 387]
zodiac-icon: ♑ — [1137, 1673, 1193, 1729]
event-item: • ଗୋପବନ୍ଧୁ କ୍ଲବ୍ ପକ୍ଷରୁ ସ୍ୱାସ୍ଥ୍ୟସେବା ଶିବିର, ସ୍ଥାନ: ଗୋପବନ୍ଧୁ କ୍ଲବ, ଲକ୍ଷ୍ମୀସାଗର, ସମୟ: ସକାଳ ୯ଟା। — [6, 234, 179, 298]
continued-from-first-page: ପ୍ରଥମ ପୃଷ୍ଠାରୁ... — [380, 1140, 570, 1174]
event-item: • ଭାଗ୍ୟଶ୍ରୀ ଜେଜେ ଦୁର୍ଗୋତ୍ସବ, ସ୍ଥାନ: ଭଗବତୀ ପୀଠ, ସମୟ: ପୂର୍ବାହ୍ନ ୧୧ଟା। — [193, 578, 366, 610]
district-heading: କଳାହାଣ୍ଡି — [938, 173, 1025, 198]
event-item: • ଜିଲା କଂଗ୍ରେସ ପକ୍ଷରୁ ଭାରତୀୟ ଜାତୀୟ କଂଗ୍ରେସର ପ୍ରତିଷ୍ଠା ଦିବସ, ସ୍ଥାନ: କଂଗ୍ରେସ କାର୍ଯ୍ୟାଳୟ, ସମୟ: ସକାଳ ୮ଟା। — [193, 282, 366, 346]
sign-label: କୁମ୍ଭ — [1125, 1796, 1205, 1820]
district-heading: ଭଦ୍ରକ — [379, 173, 445, 198]
top-rule — [0, 82, 1477, 90]
ink-dot — [282, 2318, 296, 2336]
lead-body: ଭୁବନେଶ୍ୱର, (ଅନୁଗାମ ମହାରଣା): ରାଜ୍ୟରେ ପ୍ରବଳ ଶୀତ ସହ କୁହୁଡ଼ି ପ୍ରଭାବରେ ଜନଜୀବନ ଅସ୍ତବ୍ୟସ୍ତ ହେଉଛି। ୩୧ ତାରିଖ ପର୍ଯ୍ୟନ୍ତ ଏଭଳି ସ୍ଥିତି ଲାଗି ରହିବ। ତେବେ ଜାନୁଆରୀ ପହିଲାରୁ ପରବର୍ତ୍ତୀ ସମୟରେ ତାପମାତ୍ରା ୨ରୁ ୩ ଡିଗ୍ରୀ ସେଲସିୟସ୍ ବଢ଼ିବ ବୋଲି ଆଞ୍ଚଳିକ ପାଣିପାଗ ବିଭାଗ କେନ୍ଦ୍ର ପକ୍ଷରୁ ପୂର୍ବାନୁମାନ କରାଯାଇଛି। ଶନିବାର ରାଜ୍ୟରେ ଦିନ ତାପମାତ୍ରା ୨୩.୮ ଡିଗ୍ରୀ (ବାରିପଦା ଓ କଟକ)ରୁ ୨୯.୪ ଡିଗ୍ରୀ ସେଲସିୟସ୍ (ପାରାଦୀପ) ମଧ୍ୟରେ ରହିଥିଲା। — [585, 3, 1189, 61]
horoscope-sign — [1125, 1325, 1472, 1480]
horoscope-sign — [1125, 1945, 1472, 2100]
district-heading: ଭୁବନେଶ୍ୱର — [6, 157, 115, 182]
event-item: • ଜନ ସାମଗ୍ରୀ ଓ ପ୍ରସାଦ ବିତରଣ, ସ୍ଥାନ: ଗୁରୁନ୍ଦି ସ୍କୁଲ, ସମୟ: ସନ୍ଧ୍ୟା ୬ଟା। — [379, 558, 552, 606]
photo-caption: ସୁବାସ ଚନ୍ଦ୍ର ମଲ୍ଲିକ — [622, 1567, 860, 1587]
event-item: • ଜିଲା କଂଗ୍ରେସ କମିଟି ପକ୍ଷରୁ ପ୍ରତିଷ୍ଠା ଦିବସ, ସ୍ଥାନ: କଂଗ୍ରେସ ଭବନ, ସମୟ: ସକାଳ ୧୦ଟା। — [752, 152, 1111, 730]
sign-label: ତୁଳା — [1125, 1176, 1205, 1200]
article-body: ଲୋକଙ୍କ ଅନୁପ୍ରବେଶ, ବନଜନ୍ତୁଙ୍କଠାରୁ ଫସଲର ସୁରକ୍ଷା, ଅଭୟାରଣ୍ୟକୁ ଓଡ଼ିଶା-ଛତିଶଗଡ଼ ସୀମାରୁ ବନ୍ୟଜନ୍ତୁଙ୍କ ଅନୁପ୍ରବେଶ ଆଦି ସହିତ ଆଙ୍ଗାଙ୍ଗୀଭାବେ ଜଡ଼ିତ ହୋଇଆସିଛନ୍ତି। ତେବେ ବନ୍ୟପ୍ରାଣୀ ଓ ଜଙ୍ଗଲ ସୁରକ୍ଷା ପ୍ରତି ସେମାନଙ୍କର ପ୍ରତିବଦ୍ଧତା, ନିର୍ଭୀକ ମନୋଭାବ ଏବଂ ଜୀବନରେ କିଛି କରିଦେଖାଇବାର ଅଭିଳାଷକୁ ଦୃଷ୍ଟିରେ ରଖି ସେମାନଙ୍କୁ ପ୍ରବର୍ତ୍ତନ ସ୍କ୍ୱାଡ୍‌ରେ ନିଯୁକ୍ତି ଦିଆଯାଇଛି। ସେମାନେ ଗତ ଅକ୍ଟୋବର ମାସରୁ ତାଲିମ ନେଉଛନ୍ତି। ଆସନ୍ତା ୨୦୨୬ ଜାନୁଆରୀ ୧ରେ ସେମାନଙ୍କ ତାଲିମ ଶେଷ ହେବ ଏବଂ ଅଭୟାରଣ୍ୟରେ ସ୍ୱାଧୀନ ଭାବେ ସୁରକ୍ଷା ସ୍କ୍ୱାଡ୍ ରୂପେ କାର୍ଯ୍ୟାରମ୍ଭ କରିବେ। ସେମାନଙ୍କୁ ଦେବ୍ରିଗଡ଼ର ଫ୍ରଣ୍ଟଲାଇନ୍ ମହିଳା କର୍ମଚାରୀ ଓ ଅଭୟାରଣ୍ୟରେ ଦୀର୍ଘଦିନ ଧରି କାର୍ଯ୍ୟ କରୁଥିବା ଅଧିକାରୀମାନେ ତାଲିମ ଦେଉଛନ୍ତି। — [870, 1260, 1110, 1559]
event-item: • ଉତ୍କଳୀୟ ସଂସ୍କୃତି ସମାରୋହ, ସ୍ଥାନ: ଭଦ୍ରକ, ସମୟ: ପୂର୍ବାହ୍ନ ୧୦ଟା। — [379, 250, 552, 282]
event-item: • ଜେନ୍ତ୍ରୀଣୀ ଧର୍ମଶ୍ରୀ ପ୍ରଧାନଙ୍କ ଜନ୍ମ ଜୟନ୍ତୀ, ସ୍ଥାନ: ସଦାଶିବ ନଗର, ସମୟ: ସକାଳ ୯ଟା। — [566, 180, 739, 228]
divider — [1185, 1625, 1472, 1627]
ink-dot — [700, 2318, 714, 2336]
event-list — [379, 200, 552, 282]
event-item: • ଶ୍ରୀ ଗୁରୁ କୃପା ମହୋତ୍ସବ, ସ୍ଥାନ: ଭବାନୀପାଟଣା, ସମୟ: ସନ୍ଧ୍ୟା ୬ଟା। — [939, 250, 1112, 282]
event-item: • ପାରାଦୀପ ପ୍ରେସ ମିଡିଆର ବାର୍ଷିକ ଉତ୍ସବ, ସ୍ଥାନ: ପାରାଦୀପ, ସମୟ: ପୂର୍ବାହ୍ନ ୧୦ଟା। — [566, 458, 739, 506]
district-heading: ଦେବଗଡ଼ — [938, 351, 1013, 376]
events-heading: ଆଜି କ'ଣ କେଉଁଠି — [395, 100, 730, 148]
event-item: • କଂଗ୍ରେସର ପ୍ରତିଷ୍ଠା ଦିବସ ପାଳନ, ସ୍ଥାନ: କଂଗ୍ରେସ ଭବନ, ସମୟ: ସକାଳ ୧୦ଟା। — [566, 280, 739, 328]
event-item: • ୧୦୮ କୁଣ୍ଡୀୟ ଗାୟତ୍ରୀ ମହାଯଜ୍ଞ, ସ୍ଥାନ: ବୌଦ୍ଧ, ସମୟ: ସକାଳ ୮ଟା। — [939, 314, 1112, 346]
horoscope-author: ଜ୍ୟୋତିର୍ବିଦ୍ୟା ବିଶାରଦ ପ୍ରସନ୍ନ କୁମାର ମହାପାତ୍ର ମଙ୍ଗରାଜପୁର ଶାସନ, କାଦୁଆ, ଗଞ୍ଜାମ — [1184, 179, 1413, 209]
zodiac-icon: ♏ — [1137, 1363, 1193, 1419]
event-item: • ରାଷ୍ଟ୍ରୀୟ ଗୋରକ୍ଷା ବାହିନୀ ପ୍ରଶିକ୍ଷଣ ଶିବିର, ସ୍ଥାନ: ବାଲେଶ୍ୱର, ସମୟ: ୧୨ଟା ୧୦। — [193, 152, 552, 730]
zodiac-icon: ♒ — [1137, 1828, 1193, 1884]
event-item: • ପଞ୍ଚକୁଣ୍ଡୀୟ ଗାୟତ୍ରୀ ମହାଯଜ୍ଞ ଓ ବିଦ୍ୟାରମ୍ଭ ସଂସ୍କାର ମହୋତ୍ସବ, ସ୍ଥାନ: ସଚ୍ଚିଦାନନ୍ଦ ଗୁରୁକୁଳ, ବିଜୟରାମଚନ୍ଦ୍ରପୁର, ବାରିପଦା, ସମୟ: ସକାଳ ୮ଟା। — [379, 314, 552, 394]
author-email: Email-pkmahapatro@gmail.com — [1306, 212, 1467, 223]
sign-text: ଚିନ୍ତାଶୀଳ ବ୍ୟକ୍ତିଙ୍କୁ ଦୃଢ଼ବିଶ୍ୱାସ ଦେଖାଇବାର ପ୍ରସଙ୍ଗ ଆସିବ। ବାଣିଜ୍ୟିକ କ୍ଷେତ୍ରରେ ଲାଭ ହେବ। କର୍ମସ୍ଥଳରେ ଦାୟିତ୍ୱ ବୃଦ୍ଧି ପାଇବ। ପରିବାରରେ ଶୁଭକାର୍ଯ୍ୟ ନିମନ୍ତେ ଆଲୋଚନା ହେବ। ବିଭିନ୍ନ ପ୍ରକାର ସମସ୍ୟା ଲାଗି ରହିପାରେ। — [1213, 1021, 1472, 1107]
gray-patch — [1040, 2316, 1062, 2338]
sign-text: ଶନି ସହ ବୃହସ୍ପତିଙ୍କ ଯୋଗାଯୋଗ ଆପଣଙ୍କ ଉତ୍ସାହୀଚିତ୍ତ ଲାଗିବେ। ଅବସରକାଳୀନ ଦୃଷ୍ଟିରୁ ସ୍ୱାଗତ ହେବ। ବିଚିତ୍ର ପ୍ରସଙ୍ଗରେ ଦ୍ୱନ୍ଦ୍ୱ ରହିପାରେ। ସହକର୍ମୀଙ୍କ ସହ ଉତ୍ତମ ସମ୍ପର୍କ ରକ୍ଷା କରି କାର୍ଯ୍ୟକ୍ରମର ନିର୍ଦ୍ଦିଷ୍ଟ ହେବା ସହ ଅର୍ଥ ସମ୍ବନ୍ଧୀୟ ପ୍ରାପ୍ତି ହୋଇପାରେ। — [1213, 556, 1472, 642]
divider — [1185, 1780, 1472, 1782]
event-list — [6, 184, 179, 598]
sign-label: ମିଥୁନ — [1125, 556, 1205, 580]
article-divyang — [6, 1178, 361, 1372]
sign-label: କର୍କଟ — [1125, 711, 1205, 735]
gray-patch — [545, 2316, 567, 2338]
district-heading: କୋରାପୁଟ — [752, 313, 834, 338]
dhagadhamali-logo: ଢଗଢମାଳି — [79, 1389, 288, 1452]
event-item: • ଗୋପୀନ୍ଦ୍ର ସାହିତ୍ୟ ସଂସଦ ପକ୍ଷରୁ କାର୍ଯ୍ୟକ୍ରମ, ସ୍ଥାନ: ଭୁବନେଶ୍ୱର, ସମୟ: ଅପରାହ୍ନ ୩ଟା। — [6, 550, 179, 598]
section-title: ରାଜ୍ୟ — [1205, 10, 1344, 80]
photo-portrait — [622, 1382, 860, 1567]
horoscope-sign — [1125, 1635, 1472, 1790]
article-headline: ଜଳିଗଲେ ଦୋକାନୀ.... — [622, 1342, 859, 1375]
event-item: • ଆନ୍ତର୍ଜାତିକ ଓଡ଼ିଆ ନୃତ୍ୟ ମହୋତ୍ସବ, ସ୍ଥାନ: ରବୀନ୍ଦ୍ର ମଣ୍ଡପ, ସମୟ: ସନ୍ଧ୍ୟା ୬ଟା। — [6, 400, 179, 448]
photo-squad — [870, 1570, 1110, 1700]
divider — [1185, 1935, 1472, 1937]
district-heading: ନୂଆପଡ଼ା — [938, 561, 1013, 586]
event-item: • ସ୍ୱାସ୍ଥ୍ୟ ପରୀକ୍ଷା ଓ ରକ୍ତଦାନ ଶିବିର, ସ୍ଥାନ: ଶହୀଦ ନଗର, ପ୍ଲଟ ନଂ. ୨୩୮, ସମୟ: ସକାଳ ୯ଟା। — [6, 300, 179, 348]
divider — [1185, 850, 1472, 852]
divider — [385, 12, 387, 74]
district-heading: ଖୋର୍ଦ୍ଧା — [192, 451, 261, 476]
folio: 08 — [1466, 2293, 1477, 2302]
horoscope-sign — [1125, 240, 1472, 395]
event-item: • ତ୍ରିପାଠୀ ଚଉଧୁରୀ ସ୍ମୃତି କଳା ସାହିତ୍ୟ ସଂସଦ ଆୟୋଜନରେ କାର୍ଯ୍ୟକ୍ରମ, ସ୍ଥାନ: ଟାଉନହଲ, ସମୟ: ସକାଳ ୧୦ଟା। — [193, 478, 366, 542]
image-caption: ଶନିବାର ଅପରାହ୍ନ ୫ଟାରେ ମହାକାଶରୁ ଉଠାଯାଇଥିବା ପାଣିପାଗର ଚିତ୍ର। — [25, 2274, 342, 2288]
zodiac-icon: ♍ — [1137, 1053, 1193, 1109]
event-list — [566, 572, 739, 688]
sign-text: ଚନ୍ଦ୍ରଙ୍କ କ୍ଷେତ୍ରରେ ରବି ଯୋଗୁଁ ସର୍ବାଙ୍ଗୀଣ ସୁବିଧା ମିଳିବ। ଦୂରଯାତ୍ରା ହୋଇପାରେ। ଉଚ୍ଚ ଅଧିକାରୀଙ୍କ ସହ ଆଲୋଚନା ଫଳପ୍ରଦ ହେବ। ବ୍ୟବସାୟରେ ଆର୍ଥିକ ଲାଭ ସକାଶେ ସହଯୋଗ ମିଳିବ। ଉଦ୍ୟୋଗରେ ଆଶିଷ ପ୍ରତିଷ୍ଠା ବଢ଼ିବ। — [1213, 866, 1472, 934]
article-sanctuary — [870, 1178, 1110, 2290]
sign-label: ମେଷ — [1125, 246, 1205, 270]
events-listing — [6, 152, 1111, 1132]
event-item: • ୨୦ତମ ସର୍ବଭାରତୀୟ ଲୋକ ଉତ୍ସବ, ସ୍ଥାନ: ସୋନପୁର, ସମୟ: ସନ୍ଧ୍ୟା ୬ଟା। — [939, 508, 1112, 556]
article-offline — [372, 1195, 612, 1781]
sign-text: ଚନ୍ଦ୍ର ବୃହସ୍ପତିଙ୍କ ଯୋଗ ଯୋଗୁଁ ଶୁଭ ଖବର ମିଳିବ। ପ୍ରଶାସନିକ କ୍ଷେତ୍ରରେ ସମ୍ମାନ ବଢ଼ିବ। ବୈଷୟିକ ଶିକ୍ଷା ସହ ସଂପୃକ୍ତ ବ୍ୟକ୍ତି ସଫଳ ହେବେ। ଦୂରରୁ ଶୁଭ ସମ୍ବାଦ ପାଇପାରନ୍ତି। କର୍ମକ୍ଷେତ୍ରରେ ଦାୟିତ୍ୱ ବଢ଼ିବ। — [1213, 1486, 1459, 1554]
district-heading: କଟକ — [6, 603, 54, 628]
sign-label: ମକର — [1125, 1641, 1205, 1665]
article-headline: ଅଭୟାରଣ୍ୟ ସୁରକ୍ଷା ... — [870, 1180, 1087, 1251]
event-list — [379, 558, 552, 606]
district-heading: ସମ୍ବଲପୁର — [752, 411, 851, 436]
article-body: ପୋଲିସ ନଂ.୩୪୯/୨୫ରେ ମାମଲା ରୁଜୁ କରି ଦୁର୍ଘଟଣାସ୍ଥଳରେ ପହଞ୍ଚି ତଦନ୍ତ କରିଛି। ସାଇଣ୍ଟିଫିକ୍ ଟିମ୍ ଅଭିଯୋଗ ଗ୍ରହଣ କରିବା ସହ ଘଟଣାର ତଦନ୍ତ ଆରମ୍ଭ କରିଛି। ପରିବାର ଲୋକଙ୍କ କହିବା ଅନୁଯାୟୀ ସେ ପ୍ରତିଦିନ ଭଳି ସକାଳୁ ଦୋକାନ ଖୋଲିଥିଲେ। ହଠାତ୍ ନିଆଁ ଲାଗିବାରୁ ସେ ଗୁରୁତର ଭାବେ ଆହତ ହୋଇଥିଲେ। ସ୍ଥାନୀୟ ଲୋକେ ତାଙ୍କୁ ଉଦ୍ଧାର କରି ହସ୍ପିଟାଲ ନେଇଥିଲେ। ସେଠାରେ ଡାକ୍ତର ତାଙ୍କୁ ମୃତ ଘୋଷଣା କରିଥିଲେ। ଏହି ଘଟଣାରେ ଅଞ୍ଚଳରେ ଶୋକର ଛାୟା ଖେଳିଯାଇଛି। ପୋଲିସ ସମସ୍ତ ଦିଗରୁ ଘଟଣାର ତଦନ୍ତ କରୁଛି ଏବଂ ଶବ ବ୍ୟବଚ୍ଛେଦ ପରେ ପରିବାରକୁ ହସ୍ତାନ୍ତର କରାଯାଇଛି। ଦମକଳ ବାହିନୀ ପହଞ୍ଚି ନିଆଁ ଲିଭାଇଥିଲେ। ଅଗ୍ନିକାଣ୍ଡର ପ୍ରକୃତ କାରଣ ଜଣାପଡ଼ିନାହିଁ। ସମ୍ଭାବ୍ୟ ଶର୍ଟ ସର୍କିଟ୍ ଯୋଗୁଁ ଏହି ଦୁର୍ଘଟଣା ଘଟିଥିବା ଆଶଙ୍କା କରାଯାଉଛି। — [622, 1595, 860, 1894]
dateline: ଭୁବନେଶ୍ୱର, ରବିବାର, ୨୮ ଡିସେମ୍ବର, ୨୦୨୫ — [165, 23, 339, 73]
ink-dot — [1217, 2318, 1231, 2336]
event-item: • ବାରିପଦା ପ୍ରେସକ୍ଲବ ଓ ସାହିତ୍ୟ ସଂସଦ ପକ୍ଷରୁ ସମ୍ମିଳନୀ, ସ୍ଥାନ: ମହାରାଜା ଶ୍ରୀରାମଚନ୍ଦ୍ର ଭଞ୍ଜଦେଓ ବିଶ୍ୱବିଦ୍ୟାଳୟ, ସମୟ: ପୂର୍ବାହ୍ନ ୧୦ଟା। — [379, 396, 552, 476]
event-list — [939, 314, 1112, 346]
divider — [1185, 1470, 1472, 1472]
sign-label: ବୃଷ — [1125, 401, 1205, 425]
event-item: • ଜିଲା ପ୍ରଶାସନ ଆୟୋଜନରେ ସମ୍ବଲପୁର ଲୋକ ମହୋତ୍ସବ-୨୦୨୫, ସ୍ଥାନ: ଗଙ୍ଗାଧର ମେଳା ପଡ଼ିଆ, ସମୟ: ସନ୍ଧ୍ୟା ୬ଟା। — [752, 438, 925, 502]
event-item: • ଅଗ୍ରଜିତ ଚରଣ ଗୋସ୍ୱାମୀ ଜନ୍ମ ଜୟନ୍ତୀ, ସ୍ଥାନ: ନୟାଗଡ଼, ସମୟ: ସକାଳ ୧୦ଟା। — [752, 180, 925, 228]
event-list — [752, 340, 925, 406]
